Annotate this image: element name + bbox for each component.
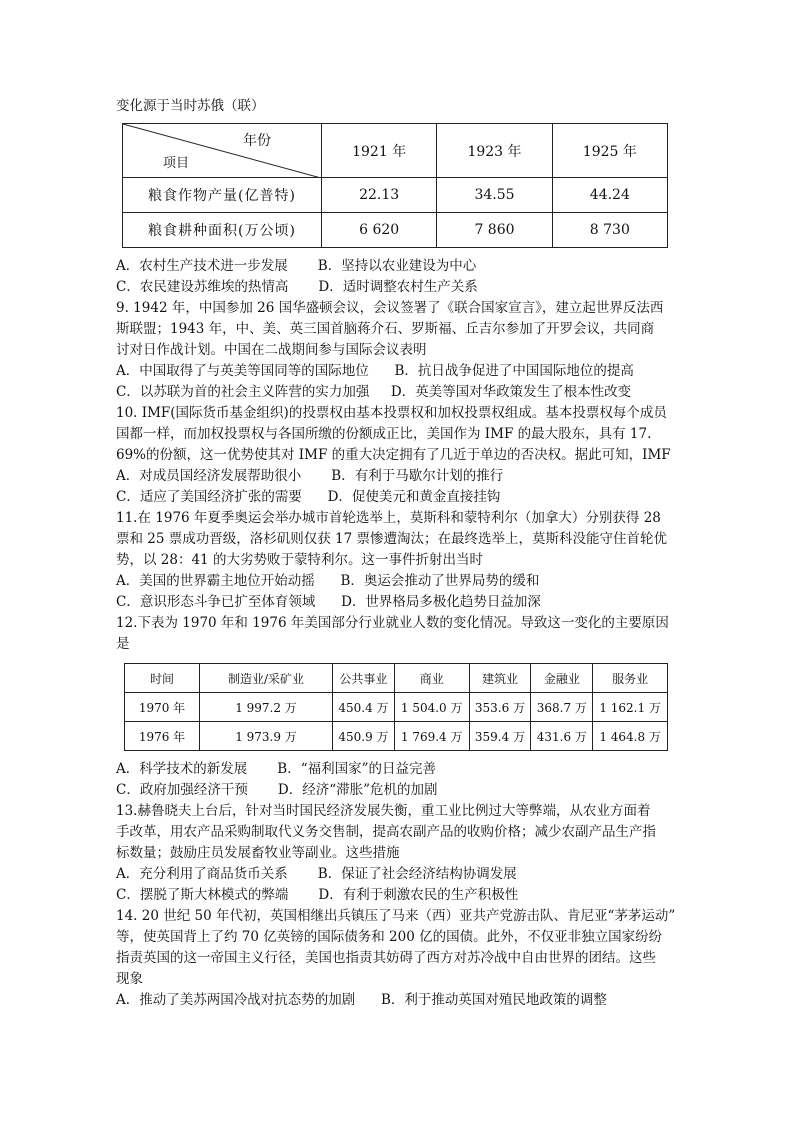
diagonal-header-cell xyxy=(123,124,322,178)
row-label: 粮食作物产量(亿普特) xyxy=(123,178,322,213)
question-text: 手改革，用农产品采购制取代义务交售制，提高农副产品的收购价格；减少农副产品生产指 xyxy=(116,824,656,840)
diagonal-line xyxy=(123,124,321,178)
option-b: B．利于推动英国对殖民地政策的调整 xyxy=(381,992,607,1008)
table-cell: 22.13 xyxy=(322,178,437,213)
table-header-row xyxy=(123,124,668,178)
option-c: C．以苏联为首的社会主义阵营的实力加强 xyxy=(116,384,370,400)
option-line xyxy=(116,277,676,298)
option-line xyxy=(116,361,676,382)
option-c: C．摆脱了斯大林模式的弊端 xyxy=(116,887,289,903)
year-header: 1921 年 xyxy=(322,124,437,178)
employment-table xyxy=(124,663,668,751)
option-c: C．适应了美国经济扩张的需要 xyxy=(116,489,302,505)
table-cell: 8 730 xyxy=(552,213,667,248)
question-text: 11.在 1976 年夏季奥运会举办城市首轮选举上，莫斯科和蒙特利尔（加拿大）分别获得 28 xyxy=(116,510,661,526)
option-d: D．英美等国对华政策发生了根本性改变 xyxy=(390,384,632,400)
question-text: 等，使英国背上了约 70 亿英镑的国际债务和 200 亿的国债。此外，不仅亚非独立国家纷纷 xyxy=(116,929,663,945)
option-d: D．适时调整农村生产关系 xyxy=(318,279,478,295)
table-row xyxy=(123,213,668,248)
option-a: A．对成员国经济发展帮助很小 xyxy=(116,468,302,484)
header-year-label: 年份 xyxy=(243,133,271,149)
option-c: C．意识形态斗争已扩至体育领域 xyxy=(116,594,316,610)
table-cell: 7 860 xyxy=(437,213,552,248)
option-d: D．经济“滞胀”危机的加剧 xyxy=(277,782,438,798)
option-line xyxy=(116,990,676,1011)
table-row xyxy=(123,178,668,213)
header-item-label: 项目 xyxy=(163,156,190,171)
row-label: 粮食耕种面积(万公顷) xyxy=(123,213,322,248)
table-cell: 1970 年 xyxy=(125,693,200,722)
option-a: A．充分利用了商品货币关系 xyxy=(116,866,288,882)
question-text: 票和 25 票成功晋级，洛杉矶则仅获 17 票惨遭淘汰；在最终选举上，莫斯科没能守住首轮优 xyxy=(116,531,668,547)
option-a: A．中国取得了与英美等国同等的国际地位 xyxy=(116,363,369,379)
option-b: B．奥运会推动了世界局势的缓和 xyxy=(340,573,540,589)
question-text: 斯联盟；1943 年，中、美、英三国首脑蒋介石、罗斯福、丘吉尔参加了开罗会议，共同商 xyxy=(116,321,655,337)
question-text: 14. 20 世纪 50 年代初，英国相继出兵镇压了马来（西）亚共产党游击队、肯尼亚“茅茅运动” xyxy=(116,908,676,924)
column-header: 公共事业 xyxy=(333,664,395,693)
option-line xyxy=(116,382,676,403)
option-line xyxy=(116,571,676,592)
column-header: 时间 xyxy=(125,664,200,693)
table-cell: 359.4 万 xyxy=(469,722,531,751)
option-b: B．“福利国家”的日益完善 xyxy=(277,761,437,777)
question-text: 现象 xyxy=(116,971,143,987)
table-cell: 368.7 万 xyxy=(531,693,593,722)
table-cell: 34.55 xyxy=(437,178,552,213)
option-a: A．美国的世界霸主地位开始动摇 xyxy=(116,573,315,589)
table-header-row xyxy=(125,664,668,693)
column-header: 制造业/采矿业 xyxy=(200,664,333,693)
option-c: C．农民建设苏维埃的热情高 xyxy=(116,279,289,295)
question-text: 13.赫鲁晓夫上台后，针对当时国民经济发展失衡，重工业比例过大等弊端，从农业方面着 xyxy=(116,803,651,819)
table-cell: 1 973.9 万 xyxy=(200,722,333,751)
option-a: A．农村生产技术进一步发展 xyxy=(116,258,288,274)
column-header: 服务业 xyxy=(593,664,668,693)
option-b: B．有利于马歇尔计划的推行 xyxy=(331,468,504,484)
table-cell: 44.24 xyxy=(552,178,667,213)
table-cell: 353.6 万 xyxy=(469,693,531,722)
table-cell: 1 504.0 万 xyxy=(394,693,469,722)
option-b: B．保证了社会经济结构协调发展 xyxy=(317,866,517,882)
question-text: 标数量；鼓励庄员发展畜牧业等副业。这些措施 xyxy=(116,845,400,861)
option-d: D．有利于刺激农民的生产积极性 xyxy=(318,887,519,903)
table-row xyxy=(125,722,668,751)
question-text: 是 xyxy=(116,636,130,652)
option-d: D．促使美元和黄金直接挂钩 xyxy=(327,489,501,505)
question-text: 势，以 28：41 的大劣势败于蒙特利尔。这一事件折射出当时 xyxy=(116,552,483,568)
question-text: 讨对日作战计划。中国在二战期间参与国际会议表明 xyxy=(116,342,427,358)
table-cell: 1 997.2 万 xyxy=(200,693,333,722)
table-cell: 450.4 万 xyxy=(333,693,395,722)
question-text: 12.下表为 1970 年和 1976 年美国部分行业就业人数的变化情况。导致这一变化的主要原因 xyxy=(116,615,669,631)
option-line xyxy=(116,864,676,885)
question-text: 指责英国的这一帝国主义行径，美国也指责其妨碍了西方对苏冷战中自由世界的团结。这些 xyxy=(116,950,656,966)
table-cell: 431.6 万 xyxy=(531,722,593,751)
question-text: 69%的份额，这一优势使其对 IMF 的重大决定拥有了几近于单边的否决权。据此可知，IMF xyxy=(116,447,671,463)
question-text: 国都一样，而加权投票权与各国所缴的份额成正比，美国作为 IMF 的最大股东，具有 17. xyxy=(116,426,652,442)
option-c: C．政府加强经济干预 xyxy=(116,782,248,798)
option-line xyxy=(116,885,676,906)
option-line xyxy=(116,487,676,508)
option-b: B．抗日战争促进了中国国际地位的提高 xyxy=(394,363,634,379)
option-a: A．科学技术的新发展 xyxy=(116,761,248,777)
year-header: 1925 年 xyxy=(552,124,667,178)
question-text: 9. 1942 年，中国参加 26 国华盛顿会议，会议签署了《联合国家宣言》，建立起世界反法西 xyxy=(116,300,664,316)
option-line xyxy=(116,780,676,801)
option-line xyxy=(116,256,676,277)
table-cell: 1 769.4 万 xyxy=(394,722,469,751)
column-header: 商业 xyxy=(394,664,469,693)
question-text: 10. IMF(国际货币基金组织)的投票权由基本投票权和加权投票权组成。基本投票权每个成员 xyxy=(116,405,667,421)
intro-text: 变化源于当时苏俄（联） xyxy=(116,98,265,114)
column-header: 建筑业 xyxy=(469,664,531,693)
table-cell: 6 620 xyxy=(322,213,437,248)
option-a: A．推动了美苏两国冷战对抗态势的加剧 xyxy=(116,992,356,1008)
column-header: 金融业 xyxy=(531,664,593,693)
option-d: D．世界格局多极化趋势日益加深 xyxy=(341,594,541,610)
grain-table xyxy=(122,123,668,248)
document-page xyxy=(116,96,676,1011)
table-row xyxy=(125,693,668,722)
table-cell: 1 464.8 万 xyxy=(593,722,668,751)
table-cell: 1976 年 xyxy=(125,722,200,751)
year-header: 1923 年 xyxy=(437,124,552,178)
option-line xyxy=(116,759,676,780)
option-b: B．坚持以农业建设为中心 xyxy=(317,258,477,274)
table-cell: 450.9 万 xyxy=(333,722,395,751)
option-line xyxy=(116,466,676,487)
option-line xyxy=(116,592,676,613)
table-cell: 1 162.1 万 xyxy=(593,693,668,722)
